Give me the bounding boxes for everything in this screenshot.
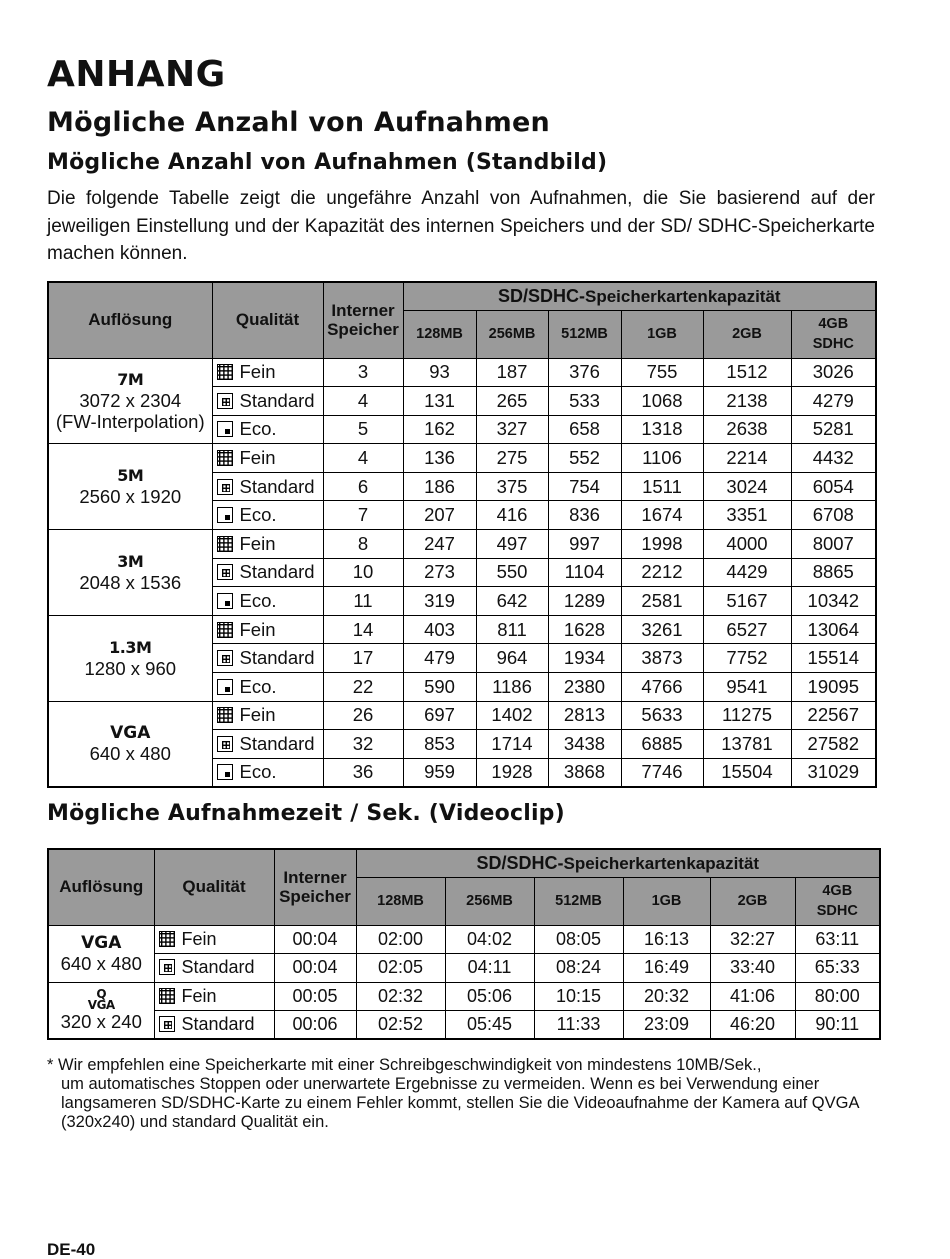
quality-fine-icon [217,364,233,380]
value-cell: 207 [403,501,476,530]
value-cell: 1714 [476,730,548,759]
value-cell: 1289 [548,587,621,616]
value-cell: 7 [323,501,403,530]
value-cell: 275 [476,444,548,473]
value-cell: 479 [403,644,476,673]
value-cell: 15504 [703,758,791,787]
value-cell: 4429 [703,558,791,587]
value-cell: 6885 [621,730,703,759]
quality-label: Standard [239,647,315,669]
value-cell: 853 [403,730,476,759]
quality-cell [212,701,323,730]
quality-label: Eco. [239,761,277,783]
value-cell: 05:06 [445,982,534,1011]
value-cell: 754 [548,472,621,501]
header-resolution: Auflösung [48,849,154,925]
value-cell: 552 [548,444,621,473]
value-cell: 41:06 [710,982,795,1011]
quality-cell [212,358,323,387]
value-cell: 27582 [791,730,876,759]
value-cell: 642 [476,587,548,616]
quality-cell [212,758,323,787]
value-cell: 186 [403,472,476,501]
value-cell: 26 [323,701,403,730]
table-row [48,358,876,387]
resolution-icon: VGA [110,723,151,744]
header-cap-256mb: 256MB [445,877,534,925]
value-cell: 15514 [791,644,876,673]
resolution-cell [48,444,212,530]
value-cell: 08:24 [534,954,623,983]
value-cell: 13781 [703,730,791,759]
value-cell: 20:32 [623,982,710,1011]
value-cell: 2638 [703,415,791,444]
quality-eco-icon [217,421,233,437]
quality-standard-icon [217,564,233,580]
value-cell: 9541 [703,673,791,702]
value-cell: 05:45 [445,1011,534,1040]
value-cell: 63:11 [795,925,880,954]
header-cap-4gb-sdhc: 4GB SDHC [791,310,876,358]
quality-label: Standard [239,475,315,497]
quality-eco-icon [217,593,233,609]
value-cell: 697 [403,701,476,730]
value-cell: 6527 [703,615,791,644]
quality-label: Eco. [239,418,277,440]
header-cap-128mb: 128MB [356,877,445,925]
footnote-line-1: * Wir empfehlen eine Speicherkarte mit einer Schreibgeschwindigkeit von mindestens 10MB/Sek., [47,1056,762,1074]
value-cell: 46:20 [710,1011,795,1040]
value-cell: 00:04 [274,954,356,983]
value-cell: 04:11 [445,954,534,983]
quality-fine-icon [217,536,233,552]
value-cell: 1186 [476,673,548,702]
table-row [48,982,880,1011]
value-cell: 90:11 [795,1011,880,1040]
header-cap-512mb: 512MB [534,877,623,925]
quality-standard-icon [159,1016,175,1032]
quality-cell [212,501,323,530]
quality-fine-icon [159,988,175,1004]
quality-standard-icon [217,393,233,409]
header-card-capacity: SD/SDHC-Speicherkartenkapazität [403,282,876,310]
quality-cell [212,444,323,473]
header-resolution: Auflösung [48,282,212,358]
value-cell: 08:05 [534,925,623,954]
value-cell: 3438 [548,730,621,759]
value-cell: 4279 [791,387,876,416]
value-cell: 273 [403,558,476,587]
value-cell: 3024 [703,472,791,501]
value-cell: 4 [323,387,403,416]
resolution-icon-top: Q [96,986,107,1001]
value-cell: 2813 [548,701,621,730]
resolution-icon: 3M [117,551,144,571]
header-cap-4gb-sdhc: 4GB SDHC [795,877,880,925]
quality-cell [212,472,323,501]
value-cell: 1998 [621,530,703,559]
value-cell: 1402 [476,701,548,730]
value-cell: 1104 [548,558,621,587]
value-cell: 1628 [548,615,621,644]
value-cell: 3026 [791,358,876,387]
value-cell: 93 [403,358,476,387]
value-cell: 247 [403,530,476,559]
quality-eco-icon [217,679,233,695]
value-cell: 319 [403,587,476,616]
quality-cell [154,982,274,1011]
value-cell: 10:15 [534,982,623,1011]
value-cell: 32 [323,730,403,759]
quality-cell [212,615,323,644]
value-cell: 403 [403,615,476,644]
value-cell: 33:40 [710,954,795,983]
value-cell: 14 [323,615,403,644]
value-cell: 16:49 [623,954,710,983]
value-cell: 136 [403,444,476,473]
value-cell: 964 [476,644,548,673]
quality-cell [212,587,323,616]
section-title: Mögliche Anzahl von Aufnahmen [47,107,550,138]
table-row [48,954,880,983]
resolution-value: 3072 x 2304 [79,389,182,411]
value-cell: 23:09 [623,1011,710,1040]
value-cell: 11 [323,587,403,616]
resolution-value: 320 x 240 [60,1010,142,1032]
value-cell: 1934 [548,644,621,673]
value-cell: 1674 [621,501,703,530]
value-cell: 416 [476,501,548,530]
value-cell: 80:00 [795,982,880,1011]
header-cap-2gb: 2GB [710,877,795,925]
value-cell: 00:04 [274,925,356,954]
quality-fine-icon [217,707,233,723]
value-cell: 131 [403,387,476,416]
value-cell: 1928 [476,758,548,787]
footnote-rest: um automatisches Stoppen oder unerwartete Ergebnisse zu vermeiden. Wenn es bei Verwendung einer langsameren SD/SDHC-Karte zu einem Fehler kommt, stellen Sie die Videoaufnahme der Kamera auf QVGA (320x240) und standard Qualität ein. [61,1075,859,1131]
value-cell: 04:02 [445,925,534,954]
quality-label: Fein [239,704,276,726]
value-cell: 16:13 [623,925,710,954]
value-cell: 8 [323,530,403,559]
subsection-still-title: Mögliche Anzahl von Aufnahmen (Standbild) [47,150,608,175]
resolution-cell [48,701,212,787]
value-cell: 02:32 [356,982,445,1011]
value-cell: 32:27 [710,925,795,954]
header-cap-1gb: 1GB [621,310,703,358]
value-cell: 5167 [703,587,791,616]
header-internal-memory: Interner Speicher [323,282,403,358]
page-number: DE-40 [47,1240,96,1259]
value-cell: 00:05 [274,982,356,1011]
value-cell: 959 [403,758,476,787]
value-cell: 6054 [791,472,876,501]
header-cap-256mb: 256MB [476,310,548,358]
resolution-icon: VGA [81,933,122,953]
value-cell: 997 [548,530,621,559]
value-cell: 5281 [791,415,876,444]
value-cell: 836 [548,501,621,530]
value-cell: 2581 [621,587,703,616]
quality-cell [212,415,323,444]
header-cap-512mb: 512MB [548,310,621,358]
value-cell: 2212 [621,558,703,587]
value-cell: 2214 [703,444,791,473]
quality-fine-icon [217,622,233,638]
quality-label: Standard [239,733,315,755]
header-cap-128mb: 128MB [403,310,476,358]
table-row [48,701,876,730]
value-cell: 02:00 [356,925,445,954]
value-cell: 1511 [621,472,703,501]
value-cell: 4000 [703,530,791,559]
table-row [48,530,876,559]
quality-cell [154,1011,274,1040]
quality-eco-icon [217,764,233,780]
quality-label: Eco. [239,590,277,612]
still-image-table [47,281,877,788]
quality-standard-icon [217,479,233,495]
quality-cell [212,730,323,759]
value-cell: 00:06 [274,1011,356,1040]
quality-label: Fein [239,618,276,640]
value-cell: 6708 [791,501,876,530]
value-cell: 3261 [621,615,703,644]
value-cell: 497 [476,530,548,559]
resolution-icon: 5M [117,466,144,486]
quality-cell [212,558,323,587]
value-cell: 10342 [791,587,876,616]
value-cell: 590 [403,673,476,702]
value-cell: 3351 [703,501,791,530]
value-cell: 811 [476,615,548,644]
quality-label: Standard [239,561,315,583]
value-cell: 02:05 [356,954,445,983]
value-cell: 187 [476,358,548,387]
header-card-capacity: SD/SDHC-Speicherkartenkapazität [356,849,880,877]
quality-label: Eco. [239,675,277,697]
resolution-cell [48,530,212,616]
quality-label: Standard [181,957,255,978]
quality-standard-icon [217,650,233,666]
resolution-value: 640 x 480 [60,953,142,974]
value-cell: 1106 [621,444,703,473]
value-cell: 2138 [703,387,791,416]
quality-label: Standard [181,1014,255,1034]
header-cap-2gb: 2GB [703,310,791,358]
resolution-note: (FW-Interpolation) [55,410,205,432]
quality-label: Eco. [239,504,277,526]
quality-label: Fein [181,985,217,1006]
value-cell: 10 [323,558,403,587]
resolution-value: 2048 x 1536 [79,571,182,593]
value-cell: 7746 [621,758,703,787]
value-cell: 19095 [791,673,876,702]
value-cell: 7752 [703,644,791,673]
value-cell: 375 [476,472,548,501]
value-cell: 265 [476,387,548,416]
quality-cell [212,644,323,673]
resolution-value: 2560 x 1920 [79,486,182,508]
value-cell: 4432 [791,444,876,473]
video-clip-table [47,848,881,1040]
value-cell: 162 [403,415,476,444]
value-cell: 3873 [621,644,703,673]
resolution-cell [48,358,212,444]
value-cell: 11:33 [534,1011,623,1040]
resolution-cell [48,982,154,1039]
resolution-value: 640 x 480 [89,743,171,765]
quality-cell [212,673,323,702]
value-cell: 755 [621,358,703,387]
page-title: ANHANG [47,54,226,95]
table-row [48,1011,880,1040]
quality-fine-icon [159,931,175,947]
header-quality: Qualität [154,849,274,925]
value-cell: 31029 [791,758,876,787]
resolution-icon: 7M [117,369,144,389]
resolution-cell [48,615,212,701]
resolution-icon: VGA [87,997,115,1012]
value-cell: 8007 [791,530,876,559]
value-cell: 550 [476,558,548,587]
quality-standard-icon [159,959,175,975]
footnote [47,1056,887,1132]
quality-cell [154,954,274,983]
value-cell: 13064 [791,615,876,644]
quality-standard-icon [217,736,233,752]
quality-label: Fein [239,361,276,383]
resolution-cell [48,925,154,982]
value-cell: 17 [323,644,403,673]
value-cell: 327 [476,415,548,444]
value-cell: 22567 [791,701,876,730]
quality-fine-icon [217,450,233,466]
quality-eco-icon [217,507,233,523]
quality-cell [154,925,274,954]
header-quality: Qualität [212,282,323,358]
value-cell: 4766 [621,673,703,702]
value-cell: 1068 [621,387,703,416]
table-row [48,615,876,644]
value-cell: 5 [323,415,403,444]
quality-cell [212,387,323,416]
table-row [48,925,880,954]
quality-label: Fein [239,532,276,554]
quality-label: Fein [181,928,217,949]
value-cell: 22 [323,673,403,702]
value-cell: 3 [323,358,403,387]
value-cell: 3868 [548,758,621,787]
value-cell: 65:33 [795,954,880,983]
quality-cell [212,530,323,559]
quality-label: Fein [239,447,276,469]
table-row [48,444,876,473]
header-cap-1gb: 1GB [623,877,710,925]
value-cell: 1512 [703,358,791,387]
value-cell: 6 [323,472,403,501]
value-cell: 11275 [703,701,791,730]
value-cell: 376 [548,358,621,387]
value-cell: 02:52 [356,1011,445,1040]
value-cell: 658 [548,415,621,444]
value-cell: 36 [323,758,403,787]
resolution-value: 1280 x 960 [84,657,177,679]
subsection-video-title: Mögliche Aufnahmezeit / Sek. (Videoclip) [47,801,565,826]
value-cell: 2380 [548,673,621,702]
intro-paragraph: Die folgende Tabelle zeigt die ungefähre Anzahl von Aufnahmen, die Sie basierend auf der jeweiligen Einstellung und der Kapazität des internen Speichers und der SD/ SDHC-Speicherkarte machen können. [47,188,875,264]
value-cell: 4 [323,444,403,473]
value-cell: 5633 [621,701,703,730]
value-cell: 8865 [791,558,876,587]
quality-label: Standard [239,389,315,411]
resolution-icon: 1.3M [109,637,152,657]
value-cell: 533 [548,387,621,416]
value-cell: 1318 [621,415,703,444]
header-internal-memory: Interner Speicher [274,849,356,925]
